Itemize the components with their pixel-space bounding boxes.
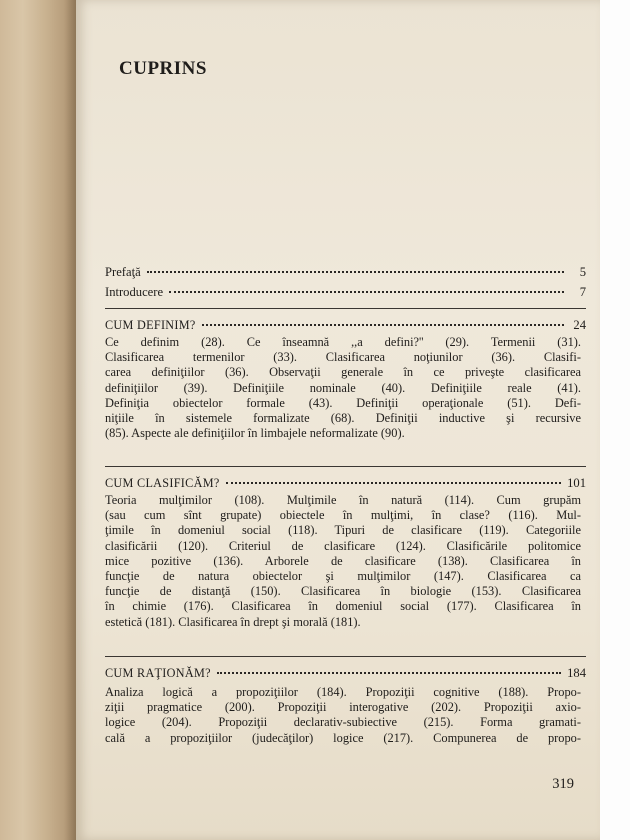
summary-line: Ce definim (28). Ce înseamnă ,,a defini?'' (29). Termenii (31).	[105, 335, 581, 349]
section-divider	[105, 466, 586, 467]
page-title: CUPRINS	[119, 58, 207, 79]
summary-line: ziţii pragmatice (200). Propoziţii interogative (202). Propoziţii axio-	[105, 700, 581, 715]
summary-line: (85). Aspecte ale definiţiilor în limbajele neformalizate (90).	[105, 426, 405, 441]
toc-entry-introducere	[105, 285, 586, 300]
summary-line: logice (204). Propoziţii declarativ-subiective (215). Forma gramati-	[105, 715, 581, 730]
toc-entry-label: Introducere	[105, 285, 164, 299]
toc-section-heading	[105, 476, 586, 491]
leader-dots	[147, 270, 564, 273]
summary-line: funcţie de natura obiectelor şi mulţimilor (147). Clasificarea ca	[105, 569, 581, 584]
page-number: 319	[552, 776, 574, 792]
summary-line: Teoria mulţimilor (108). Mulţimile în natură (114). Cum grupăm	[105, 493, 581, 507]
toc-section-heading	[105, 666, 586, 681]
summary-line: Definiţia obiectelor formale (43). Definiţii operaţionale (51). Defi-	[105, 395, 581, 410]
section-page-number: 24	[573, 318, 586, 332]
summary-line: niţiile în sistemele formalizate (68). Definiţii inductive şi recursive	[105, 411, 581, 426]
section-heading-label: CUM CLASIFICĂM?	[105, 476, 220, 490]
leader-dots	[169, 290, 564, 293]
summary-line: ţimile în domeniul social (118). Tipuri de clasificare (119). Categoriile	[105, 523, 581, 538]
section-page-number: 184	[567, 666, 586, 680]
section-summary	[105, 493, 581, 630]
section-summary	[105, 335, 581, 441]
toc-entry-page: 5	[579, 265, 586, 279]
summary-line: (sau cum sînt grupate) obiectele în mulţimi, în clase? (116). Mul-	[105, 508, 581, 523]
summary-line: cală a propoziţiilor (judecăţilor) logice (217). Compunerea de propo-	[105, 730, 581, 745]
summary-line: funcţie de distanţă (150). Clasificarea în biologie (153). Clasificarea	[105, 584, 581, 599]
section-summary	[105, 685, 581, 746]
summary-line: în chimie (176). Clasificarea în domeniul social (177). Clasificarea în	[105, 599, 581, 614]
leader-dots	[202, 323, 564, 326]
summary-line: Analiza logică a propoziţiilor (184). Propoziţii cognitive (188). Propo-	[105, 685, 581, 699]
summary-line: definiţiilor (39). Definiţiile nominale (40). Definiţiile reale (41).	[105, 380, 581, 395]
summary-line: clasificării (120). Criteriul de clasificare (124). Clasificările politomice	[105, 538, 581, 553]
leader-dots	[217, 671, 561, 674]
leader-dots	[226, 481, 562, 484]
section-divider	[105, 308, 586, 309]
summary-line: carea definiţiilor (36). Observaţii generale în ce priveşte clasificarea	[105, 365, 581, 380]
section-divider	[105, 656, 586, 657]
section-heading-label: CUM RAŢIONĂM?	[105, 666, 211, 680]
book-page	[76, 0, 600, 840]
toc-entry-prefata	[105, 265, 586, 280]
summary-line: mice pozitive (136). Arborele de clasificare (138). Clasificarea în	[105, 553, 581, 568]
toc-section-heading	[105, 318, 586, 333]
summary-line: estetică (181). Clasificarea în drept şi morală (181).	[105, 614, 361, 629]
toc-entry-label: Prefaţă	[105, 265, 141, 279]
summary-line: Clasificarea termenilor (33). Clasificarea noţiunilor (36). Clasifi-	[105, 350, 581, 365]
toc-entry-page: 7	[579, 285, 586, 299]
section-page-number: 101	[567, 476, 586, 490]
section-heading-label: CUM DEFINIM?	[105, 318, 196, 332]
